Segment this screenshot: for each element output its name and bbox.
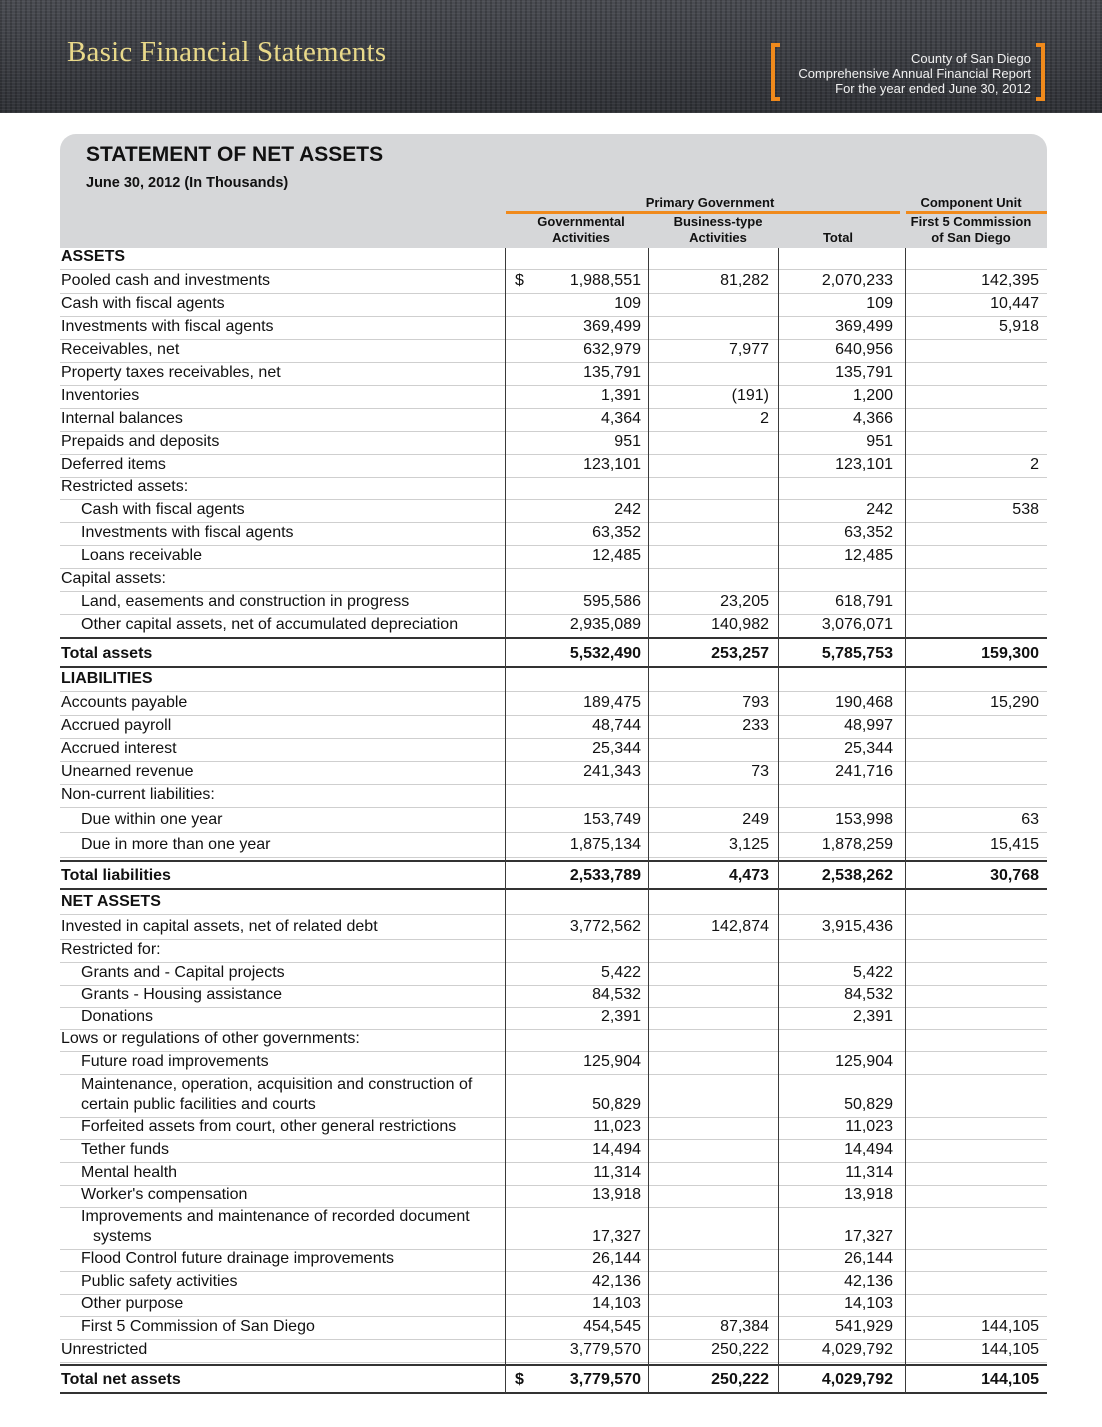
total-value: 125,904 xyxy=(835,1053,893,1070)
row-label-restricted-for: Restricted for: xyxy=(61,941,161,958)
row-label-due-within-one-year: Due within one year xyxy=(81,811,223,828)
total-value: 3,076,071 xyxy=(821,616,893,633)
row-label-total-assets: Total assets xyxy=(61,645,153,662)
total-row xyxy=(60,638,1047,667)
governmental-value: 17,327 xyxy=(592,1228,641,1245)
col-governmental-line-1: Governmental xyxy=(537,214,625,229)
governmental-value: 42,136 xyxy=(592,1273,641,1290)
governmental-value: 1,875,134 xyxy=(569,836,641,853)
governmental-value: 595,586 xyxy=(583,593,641,610)
row-label-accrued-interest: Accrued interest xyxy=(61,740,177,757)
row-label-investments-with-fiscal-agents: Investments with fiscal agents xyxy=(81,524,294,541)
total-value: 14,494 xyxy=(844,1141,893,1158)
row-label-improvements-and-maintenance-of-recorded: Improvements and maintenance of recorded document systems xyxy=(81,1208,470,1245)
row-label-receivables-net: Receivables, net xyxy=(61,341,180,358)
row-label-other-purpose: Other purpose xyxy=(81,1295,184,1312)
governmental-value: 14,494 xyxy=(592,1141,641,1158)
table-row xyxy=(60,1140,1047,1163)
business-type-value: (191) xyxy=(731,387,769,404)
governmental-value: 454,545 xyxy=(583,1318,641,1335)
row-label-public-safety-activities: Public safety activities xyxy=(81,1273,238,1290)
table-row xyxy=(60,1317,1047,1340)
total-value: 242 xyxy=(866,501,893,518)
first5-value: 142,395 xyxy=(981,272,1039,289)
table-row xyxy=(60,833,1047,858)
row-label-lows-or-regulations-of-other-governments: Lows or regulations of other governments: xyxy=(61,1030,360,1047)
governmental-value: 153,749 xyxy=(583,811,641,828)
col-first5-line-2: of San Diego xyxy=(931,230,1011,245)
row-label-investments-with-fiscal-agents: Investments with fiscal agents xyxy=(61,318,274,335)
table-row xyxy=(60,1030,1047,1052)
row-label-assets: ASSETS xyxy=(61,248,126,265)
first5-value: 10,447 xyxy=(990,295,1039,312)
section-heading-row xyxy=(60,248,1047,270)
table-row xyxy=(60,386,1047,409)
row-label-prepaids-and-deposits: Prepaids and deposits xyxy=(61,433,220,450)
report-info xyxy=(798,51,1031,96)
report-line-year: For the year ended June 30, 2012 xyxy=(835,81,1031,96)
table-row xyxy=(60,940,1047,963)
row-label-tether-funds: Tether funds xyxy=(81,1141,170,1158)
table-row xyxy=(60,785,1047,808)
total-rule xyxy=(60,666,1047,668)
right-bracket-icon xyxy=(1036,43,1045,101)
table-row xyxy=(60,409,1047,432)
table-row xyxy=(60,432,1047,455)
col-total-line-1: Total xyxy=(822,230,854,245)
row-label-restricted-assets: Restricted assets: xyxy=(61,478,189,495)
row-label-flood-control-future-drainage-improvemen: Flood Control future drainage improvements xyxy=(81,1250,395,1267)
governmental-value: 26,144 xyxy=(592,1250,641,1267)
total-row xyxy=(60,858,1047,889)
left-bracket-icon xyxy=(771,43,780,101)
governmental-value: 241,343 xyxy=(583,763,641,780)
total-value: 17,327 xyxy=(844,1228,893,1245)
first5-value: 159,300 xyxy=(981,645,1039,662)
total-value: 63,352 xyxy=(844,524,893,541)
first5-value: 2 xyxy=(1030,456,1039,473)
total-rule xyxy=(60,1364,1047,1366)
governmental-value: 14,103 xyxy=(592,1295,641,1312)
table-row xyxy=(60,500,1047,523)
total-value: 1,878,259 xyxy=(821,836,893,853)
table-row xyxy=(60,1118,1047,1140)
governmental-value: 84,532 xyxy=(592,986,641,1003)
row-label-pooled-cash-and-investments: Pooled cash and investments xyxy=(61,272,271,289)
governmental-value: 5,422 xyxy=(600,964,641,981)
table-row xyxy=(60,716,1047,739)
col-first5-header xyxy=(900,214,1042,246)
row-label-cash-with-fiscal-agents: Cash with fiscal agents xyxy=(61,295,225,312)
row-label-other-capital-assets-net-of-accumulated-: Other capital assets, net of accumulated depreciation xyxy=(81,616,459,633)
total-value: 123,101 xyxy=(835,456,893,473)
table-row xyxy=(60,363,1047,386)
business-type-value: 3,125 xyxy=(728,836,769,853)
row-label-internal-balances: Internal balances xyxy=(61,410,183,427)
business-type-value: 233 xyxy=(742,717,769,734)
column-divider xyxy=(648,248,649,1393)
governmental-value: 50,829 xyxy=(592,1096,641,1113)
governmental-value: 48,744 xyxy=(592,717,641,734)
row-label-loans-receivable: Loans receivable xyxy=(81,547,202,564)
row-label-total-liabilities: Total liabilities xyxy=(61,867,171,884)
row-label-net-assets: NET ASSETS xyxy=(61,893,161,910)
governmental-value: 109 xyxy=(614,295,641,312)
governmental-value: 632,979 xyxy=(583,341,641,358)
col-business-type-line-1: Business-type xyxy=(673,214,763,229)
governmental-value: 1,988,551 xyxy=(569,272,641,289)
table-row xyxy=(60,1295,1047,1317)
governmental-value: 63,352 xyxy=(592,524,641,541)
first5-value: 538 xyxy=(1012,501,1039,518)
row-label-accrued-payroll: Accrued payroll xyxy=(61,717,172,734)
component-unit-header: Component Unit xyxy=(920,195,1022,210)
governmental-value: 2,935,089 xyxy=(569,616,641,633)
page-banner xyxy=(0,0,1102,113)
table-row xyxy=(60,1075,1047,1118)
business-type-value: 250,222 xyxy=(711,1371,769,1388)
governmental-value: 5,532,490 xyxy=(569,645,641,662)
report-line-report: Comprehensive Annual Financial Report xyxy=(798,66,1031,81)
col-governmental-line-2: Activities xyxy=(552,230,610,245)
table-row xyxy=(60,1186,1047,1208)
governmental-value: 123,101 xyxy=(583,456,641,473)
row-label-unearned-revenue: Unearned revenue xyxy=(61,763,194,780)
total-value: 1,200 xyxy=(852,387,893,404)
statement-subtitle: June 30, 2012 (In Thousands) xyxy=(86,175,289,191)
governmental-value: 3,779,570 xyxy=(569,1371,641,1388)
row-label-due-in-more-than-one-year: Due in more than one year xyxy=(81,836,271,853)
table-row xyxy=(60,340,1047,363)
business-type-value: 249 xyxy=(742,811,769,828)
row-label-unrestricted: Unrestricted xyxy=(61,1341,148,1358)
col-governmental-header xyxy=(510,214,652,246)
table-row xyxy=(60,294,1047,317)
table-row xyxy=(60,762,1047,785)
total-value: 14,103 xyxy=(844,1295,893,1312)
table-row xyxy=(60,1340,1047,1363)
row-label-first-5-commission-of-san-diego: First 5 Commission of San Diego xyxy=(81,1318,315,1335)
column-divider xyxy=(505,248,506,1393)
dollar-sign: $ xyxy=(515,1371,524,1388)
governmental-value: 13,918 xyxy=(592,1186,641,1203)
governmental-value: 2,391 xyxy=(600,1008,641,1025)
total-value: 84,532 xyxy=(844,986,893,1003)
governmental-value: 125,904 xyxy=(583,1053,641,1070)
total-value: 5,785,753 xyxy=(821,645,893,662)
total-value: 11,314 xyxy=(845,1164,893,1181)
table-row xyxy=(60,915,1047,940)
governmental-value: 11,023 xyxy=(593,1118,641,1135)
total-value: 48,997 xyxy=(844,717,893,734)
table-row xyxy=(60,1208,1047,1250)
governmental-value: 4,364 xyxy=(600,410,641,427)
section-heading-row xyxy=(60,667,1047,692)
governmental-value: 2,533,789 xyxy=(569,867,641,884)
governmental-value: 11,314 xyxy=(593,1164,641,1181)
row-label-invested-in-capital-assets-net-of-relate: Invested in capital assets, net of related debt xyxy=(61,918,378,935)
table-row xyxy=(60,963,1047,986)
first5-value: 15,415 xyxy=(990,836,1039,853)
row-label-property-taxes-receivables-net: Property taxes receivables, net xyxy=(61,364,281,381)
first5-value: 144,105 xyxy=(981,1371,1039,1388)
table-row xyxy=(60,615,1047,638)
row-label-non-current-liabilities: Non-current liabilities: xyxy=(61,786,215,803)
row-label-forfeited-assets-from-court-other-genera: Forfeited assets from court, other general restrictions xyxy=(81,1118,457,1135)
total-value: 4,366 xyxy=(852,410,893,427)
col-first5-line-1: First 5 Commission xyxy=(910,214,1032,229)
table-row xyxy=(60,546,1047,569)
governmental-value: 12,485 xyxy=(592,547,641,564)
table-row xyxy=(60,455,1047,478)
total-value: 190,468 xyxy=(835,694,893,711)
column-divider xyxy=(778,248,779,1393)
table-row xyxy=(60,523,1047,546)
business-type-value: 250,222 xyxy=(711,1341,769,1358)
total-value: 2,391 xyxy=(852,1008,893,1025)
total-rule xyxy=(60,1392,1047,1394)
first5-value: 144,105 xyxy=(981,1341,1039,1358)
table-row xyxy=(60,692,1047,716)
first5-value: 30,768 xyxy=(990,867,1039,884)
statement-title: STATEMENT OF NET ASSETS xyxy=(86,143,384,166)
governmental-value: 3,779,570 xyxy=(569,1341,641,1358)
primary-government-header: Primary Government xyxy=(645,195,775,210)
business-type-value: 81,282 xyxy=(720,272,769,289)
table-row xyxy=(60,1052,1047,1075)
total-rule xyxy=(60,888,1047,890)
row-label-accounts-payable: Accounts payable xyxy=(61,694,188,711)
row-label-future-road-improvements: Future road improvements xyxy=(81,1053,269,1070)
row-label-land-easements-and-construction-in-progr: Land, easements and construction in progress xyxy=(81,593,410,610)
business-type-value: 4,473 xyxy=(728,867,769,884)
total-value: 951 xyxy=(866,433,893,450)
table-row xyxy=(60,569,1047,592)
total-value: 26,144 xyxy=(844,1250,893,1267)
row-label-cash-with-fiscal-agents: Cash with fiscal agents xyxy=(81,501,245,518)
total-value: 5,422 xyxy=(852,964,893,981)
total-value: 3,915,436 xyxy=(821,918,893,935)
total-value: 153,998 xyxy=(835,811,893,828)
total-value: 12,485 xyxy=(844,547,893,564)
row-label-capital-assets: Capital assets: xyxy=(61,570,166,587)
dollar-sign: $ xyxy=(515,272,524,289)
total-value: 2,070,233 xyxy=(821,272,893,289)
first5-value: 15,290 xyxy=(990,694,1039,711)
report-line-county: County of San Diego xyxy=(911,51,1031,66)
governmental-value: 25,344 xyxy=(592,740,641,757)
first5-value: 144,105 xyxy=(981,1318,1039,1335)
table-row xyxy=(60,808,1047,833)
total-rule xyxy=(60,637,1047,639)
governmental-value: 189,475 xyxy=(583,694,641,711)
table-row xyxy=(60,739,1047,762)
total-row xyxy=(60,1363,1047,1393)
total-value: 50,829 xyxy=(844,1096,893,1113)
governmental-value: 3,772,562 xyxy=(569,918,641,935)
total-value: 25,344 xyxy=(844,740,893,757)
governmental-value: 951 xyxy=(614,433,641,450)
table-row xyxy=(60,270,1047,294)
column-divider xyxy=(905,248,906,1393)
governmental-value: 135,791 xyxy=(583,364,641,381)
row-label-inventories: Inventories xyxy=(61,387,140,404)
business-type-value: 142,874 xyxy=(711,918,769,935)
row-label-maintenance-operation-acquisition-and-co: Maintenance, operation, acquisition and construction of certain public facilities and courts xyxy=(81,1076,473,1113)
total-value: 4,029,792 xyxy=(821,1371,893,1388)
table-row xyxy=(60,1250,1047,1272)
total-value: 541,929 xyxy=(835,1318,893,1335)
total-rule xyxy=(60,860,1047,862)
governmental-value: 1,391 xyxy=(600,387,641,404)
col-business-type-header xyxy=(650,214,786,246)
first5-value: 5,918 xyxy=(998,318,1039,335)
governmental-value: 369,499 xyxy=(583,318,641,335)
total-value: 2,538,262 xyxy=(821,867,893,884)
table-row xyxy=(60,1272,1047,1295)
total-value: 640,956 xyxy=(835,341,893,358)
business-type-value: 253,257 xyxy=(711,645,769,662)
section-heading-row xyxy=(60,889,1047,915)
col-business-type-line-2: Activities xyxy=(689,230,747,245)
col-total-header xyxy=(790,230,886,246)
business-type-value: 2 xyxy=(760,410,769,427)
governmental-value: 242 xyxy=(614,501,641,518)
first5-value: 63 xyxy=(1021,811,1039,828)
row-label-grants-and-capital-projects: Grants and - Capital projects xyxy=(81,964,285,981)
table-row xyxy=(60,478,1047,500)
total-value: 13,918 xyxy=(844,1186,893,1203)
section-title: Basic Financial Statements xyxy=(67,36,387,68)
business-type-value: 793 xyxy=(742,694,769,711)
total-value: 369,499 xyxy=(835,318,893,335)
total-value: 42,136 xyxy=(844,1273,893,1290)
business-type-value: 23,205 xyxy=(720,593,769,610)
table-row xyxy=(60,592,1047,615)
row-label-grants-housing-assistance: Grants - Housing assistance xyxy=(81,986,282,1003)
business-type-value: 87,384 xyxy=(720,1318,769,1335)
row-label-donations: Donations xyxy=(81,1008,154,1025)
total-value: 618,791 xyxy=(835,593,893,610)
table-row xyxy=(60,1163,1047,1186)
business-type-value: 7,977 xyxy=(728,341,769,358)
business-type-value: 140,982 xyxy=(711,616,769,633)
total-value: 4,029,792 xyxy=(821,1341,893,1358)
row-label-worker-s-compensation: Worker's compensation xyxy=(81,1186,248,1203)
table-row xyxy=(60,317,1047,340)
business-type-value: 73 xyxy=(751,763,769,780)
table-row xyxy=(60,986,1047,1008)
row-label-liabilities: LIABILITIES xyxy=(61,670,153,687)
row-label-mental-health: Mental health xyxy=(81,1164,178,1181)
table-row xyxy=(60,1008,1047,1030)
total-value: 109 xyxy=(866,295,893,312)
row-label-deferred-items: Deferred items xyxy=(61,456,166,473)
total-value: 241,716 xyxy=(835,763,893,780)
total-value: 135,791 xyxy=(835,364,893,381)
total-value: 11,023 xyxy=(845,1118,893,1135)
row-label-total-net-assets: Total net assets xyxy=(61,1371,181,1388)
